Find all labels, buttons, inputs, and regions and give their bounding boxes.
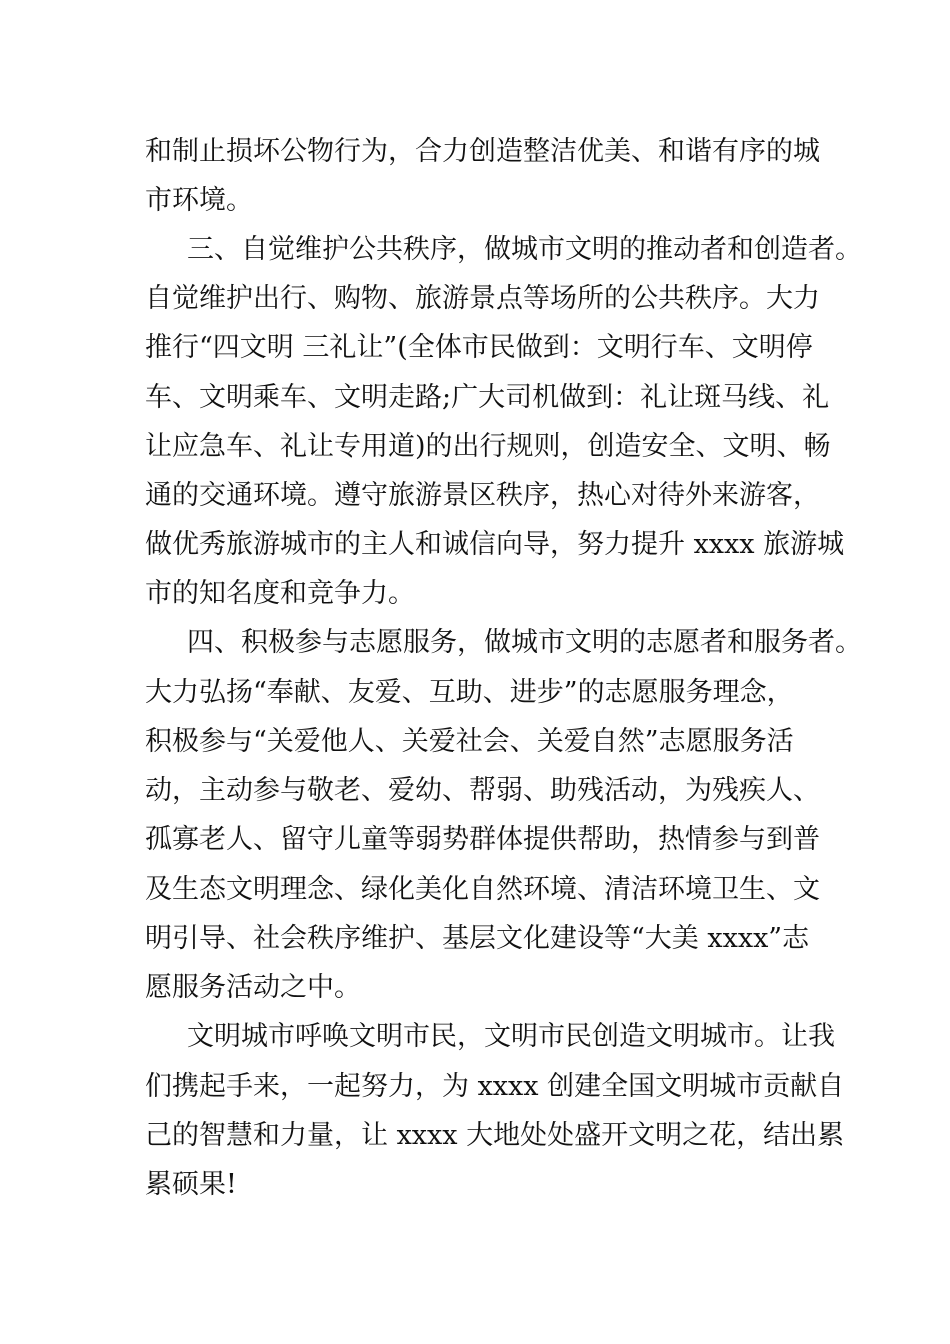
text-line: 己的智慧和力量，让 xxxx 大地处处盛开文明之花，结出累 <box>145 1120 845 1151</box>
text-line: 动，主动参与敬老、爱幼、帮弱、助残活动，为残疾人、 <box>145 775 820 806</box>
text-line: 累硕果! <box>145 1169 237 1200</box>
text-line: 做优秀旅游城市的主人和诚信向导，努力提升 xxxx 旅游城 <box>145 529 845 560</box>
text-line: 让应急车、礼让专用道)的出行规则，创造安全、文明、畅 <box>145 431 831 462</box>
text-line: 明引导、社会秩序维护、基层文化建设等“大美 xxxx”志 <box>145 923 810 954</box>
text-line: 及生态文明理念、绿化美化自然环境、清洁环境卫生、文 <box>145 874 820 905</box>
text-line: 大力弘扬“奉献、友爱、互助、进步”的志愿服务理念， <box>145 677 794 708</box>
text-line: 积极参与“关爱他人、关爱社会、关爱自然”志愿服务活 <box>145 726 794 757</box>
text-line: 和制止损坏公物行为，合力创造整洁优美、和谐有序的城 <box>145 136 820 167</box>
section-heading-4: 四、积极参与志愿服务，做城市文明的志愿者和服务者。 <box>187 627 862 658</box>
text-line: 市的知名度和竞争力。 <box>145 578 415 609</box>
closing-paragraph-start: 文明城市呼唤文明市民，文明市民创造文明城市。让我 <box>187 1021 835 1052</box>
text-line: 推行“四文明 三礼让”(全体市民做到：文明行车、文明停 <box>145 332 813 363</box>
text-line: 自觉维护出行、购物、旅游景点等场所的公共秩序。大力 <box>145 283 820 314</box>
text-line: 们携起手来，一起努力，为 xxxx 创建全国文明城市贡献自 <box>145 1071 845 1102</box>
text-line: 孤寡老人、留守儿童等弱势群体提供帮助，热情参与到普 <box>145 824 820 855</box>
text-line: 通的交通环境。遵守旅游景区秩序，热心对待外来游客， <box>145 480 820 511</box>
text-line: 车、文明乘车、文明走路;广大司机做到：礼让斑马线、礼 <box>145 382 830 413</box>
section-heading-3: 三、自觉维护公共秩序，做城市文明的推动者和创造者。 <box>187 234 862 265</box>
text-line: 市环境。 <box>145 185 253 216</box>
text-line: 愿服务活动之中。 <box>145 972 361 1003</box>
